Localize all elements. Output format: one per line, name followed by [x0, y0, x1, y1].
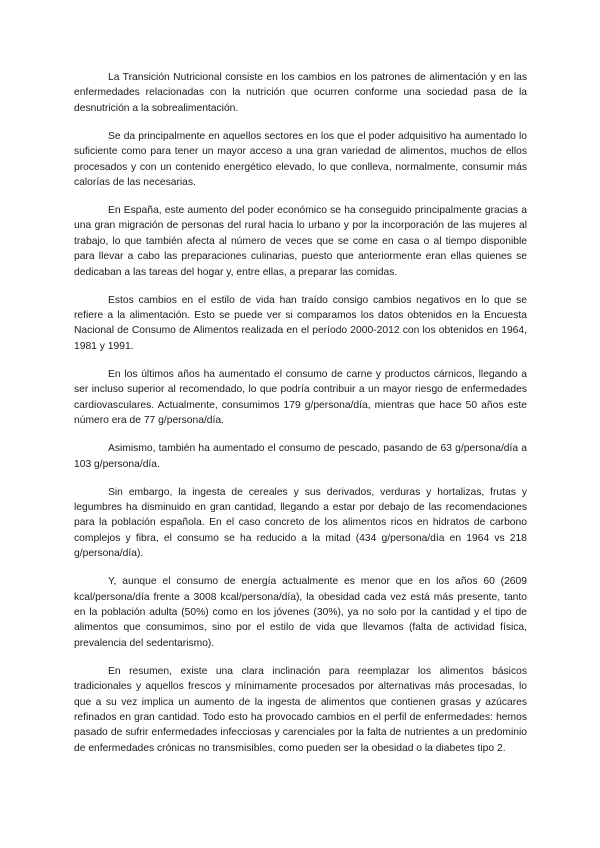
- paragraph-summary: En resumen, existe una clara inclinación para reemplazar los alimentos básicos tradicionales y aquellos frescos y mínimamente procesados por alternativas más procesadas, lo que a su vez implica un aumento de la ingesta de alimentos que contienen grasas y azúcares refinados en gran cantidad. Todo esto ha provocado cambios en el perfil de enfermedades: hemos pasado de sufrir enfermedades infecciosas y carenciales por la falta de nutrientes a un predominio de enfermedades crónicas no transmisibles, como pueden ser la obesidad o la diabetes tipo 2.: [74, 665, 527, 754]
- paragraph-intro-definition: La Transición Nutricional consiste en los cambios en los patrones de alimentación y en las enfermedades relacionadas con la nutrición que ocurren conforme una sociedad pasa de la desnutrición a la sobrealimentación.: [74, 72, 527, 114]
- paragraph-energy-obesity: Y, aunque el consumo de energía actualmente es menor que en los años 60 (2609 kcal/persona/día frente a 3008 kcal/persona/día), la obesidad cada vez está más presente, tanto en la población adulta (50%) como en los jóvenes (30%), ya no solo por la cantidad y el tipo de alimentos que consumimos, sino por el estilo de vida que llevamos (falta de actividad física, prevalencia del sedentarismo).: [74, 576, 527, 649]
- paragraph-purchasing-power: Se da principalmente en aquellos sectores en los que el poder adquisitivo ha aumentado lo suficiente como para tener un mayor acceso a una gran variedad de alimentos, muchos de ellos procesados y con un contenido energético elevado, lo que conlleva, normalmente, consumir más calorías de las necesarias.: [74, 130, 527, 189]
- paragraph-meat-consumption: En los últimos años ha aumentado el consumo de carne y productos cárnicos, llegando a ser incluso superior al recomendado, lo que podría contribuir a un mayor riesgo de enfermedades cardiovasculares. Actualmente, consumimos 179 g/persona/día, mientras que hace 50 años este número era de 77 g/persona/día.: [74, 368, 527, 427]
- paragraph-spain-migration: En España, este aumento del poder económico se ha conseguido principalmente gracias a una gran migración de personas del rural hacia lo urbano y por la incorporación de las mujeres al trabajo, lo que también afecta al número de veces que se come en casa o al tiempo disponible para llevar a cabo las preparaciones culinarias, puesto que anteriormente eran ellas quienes se dedicaban a las tareas del hogar y, entre ellas, a preparar las comidas.: [74, 205, 527, 278]
- paragraph-cereals-decline: Sin embargo, la ingesta de cereales y sus derivados, verduras y hortalizas, frutas y legumbres ha disminuido en gran cantidad, llegando a estar por debajo de las recomendaciones para la población española. En el caso concreto de los alimentos ricos en hidratos de carbono complejos y fibra, el consumo se ha reducido a la mitad (434 g/persona/día en 1964 vs 218 g/persona/día).: [74, 486, 527, 560]
- document-page: [74, 70, 527, 769]
- paragraph-fish-consumption: Asimismo, también ha aumentado el consumo de pescado, pasando de 63 g/persona/día a 103 g/persona/día.: [74, 443, 527, 470]
- paragraph-lifestyle-changes: Estos cambios en el estilo de vida han traído consigo cambios negativos en lo que se refiere a la alimentación. Esto se puede ver si comparamos los datos obtenidos en la Encuesta Nacional de Consumo de Alimentos realizada en el período 2000-2012 con los obtenidos en 1964, 1981 y 1991.: [74, 294, 527, 352]
